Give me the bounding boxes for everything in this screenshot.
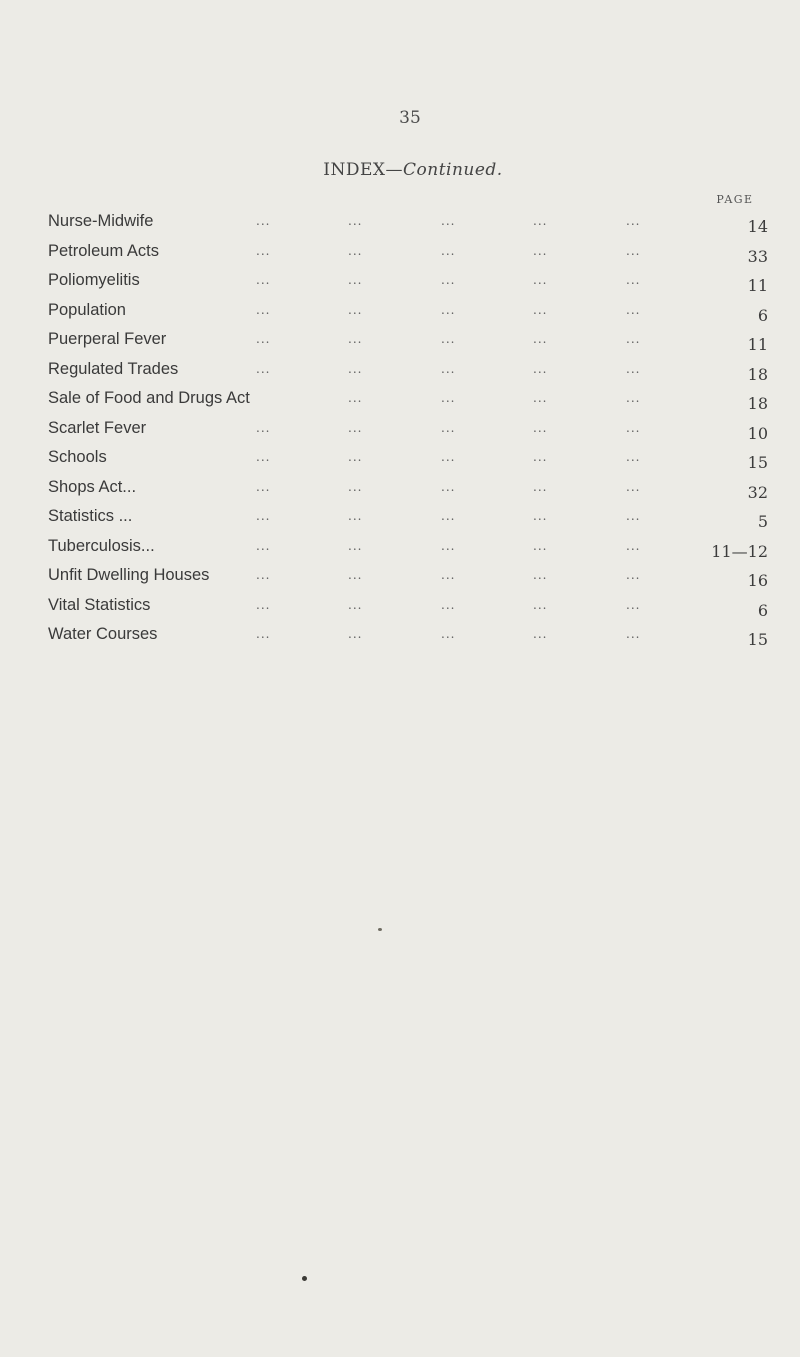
page-column-header: PAGE — [716, 193, 754, 206]
entry-page: 11—12 — [711, 541, 768, 561]
entry-label: Tuberculosis... — [48, 536, 155, 555]
entry-label: Nurse-Midwife — [48, 212, 154, 230]
paper-speck — [302, 1276, 307, 1281]
entry-page: 33 — [747, 246, 768, 266]
index-entry: Petroleum Acts ... ... ... ... ... 33 — [48, 241, 768, 266]
entry-label: Petroleum Acts — [48, 241, 159, 260]
entry-label: Scarlet Fever — [48, 418, 147, 437]
entry-label: Vital Statistics — [48, 595, 151, 614]
index-entry: Sale of Food and Drugs Act ... ... ... ... 18 — [48, 389, 768, 413]
entry-page: 18 — [747, 364, 768, 384]
index-list — [48, 212, 768, 655]
index-entry: Statistics ... ... ... ... ... ... 5 — [48, 507, 768, 531]
index-entry: Water Courses ... ... ... ... ... 15 — [48, 625, 768, 649]
entry-page: 11 — [747, 335, 768, 354]
entry-page: 10 — [747, 423, 768, 443]
index-entry: Vital Statistics ... ... ... ... ... 6 — [48, 595, 768, 620]
entry-label: Schools — [48, 448, 107, 466]
entry-label: Statistics ... — [48, 507, 133, 525]
entry-page: 6 — [757, 305, 768, 325]
entry-label: Water Courses — [48, 625, 158, 643]
entry-page: 11 — [747, 276, 768, 295]
index-title-continued: Continued. — [403, 160, 503, 180]
index-entry: Puerperal Fever ... ... ... ... ... 11 — [48, 330, 768, 354]
page-number: 35 — [399, 108, 421, 128]
entry-label: Regulated Trades — [48, 359, 179, 378]
entry-page: 15 — [747, 630, 768, 649]
entry-label: Unfit Dwelling Houses — [48, 566, 210, 584]
index-entry: Schools ... ... ... ... ... 15 — [48, 448, 768, 472]
entry-label: Shops Act... — [48, 477, 137, 496]
index-entry: Shops Act... ... ... ... ... ... 32 — [48, 477, 768, 502]
paper-speck — [378, 928, 382, 931]
entry-label: Puerperal Fever — [48, 330, 167, 348]
entry-page: 32 — [747, 482, 768, 502]
index-entry: Unfit Dwelling Houses ... ... ... ... ... 16 — [48, 566, 768, 590]
entry-page: 15 — [747, 453, 768, 472]
entry-label: Population — [48, 300, 126, 319]
index-entry: Regulated Trades ... ... ... ... ... 18 — [48, 359, 768, 384]
index-title — [0, 160, 800, 180]
index-entry: Poliomyelitis ... ... ... ... ... 11 — [48, 271, 768, 295]
index-entry: Population ... ... ... ... ... 6 — [48, 300, 768, 325]
entry-page: 6 — [757, 600, 768, 620]
entry-page: 14 — [747, 217, 768, 236]
entry-label: Sale of Food and Drugs Act — [48, 389, 250, 407]
entry-page: 5 — [757, 512, 768, 531]
entry-page: 18 — [747, 394, 768, 413]
entry-label: Poliomyelitis — [48, 271, 140, 289]
index-entry: Tuberculosis... ... ... ... ... ... 11—12 — [48, 536, 768, 561]
index-entry: Scarlet Fever ... ... ... ... ... 10 — [48, 418, 768, 443]
index-title-main: INDEX— — [323, 160, 403, 180]
index-entry: Nurse-Midwife ... ... ... ... ... 14 — [48, 212, 768, 236]
entry-page: 16 — [747, 571, 768, 590]
